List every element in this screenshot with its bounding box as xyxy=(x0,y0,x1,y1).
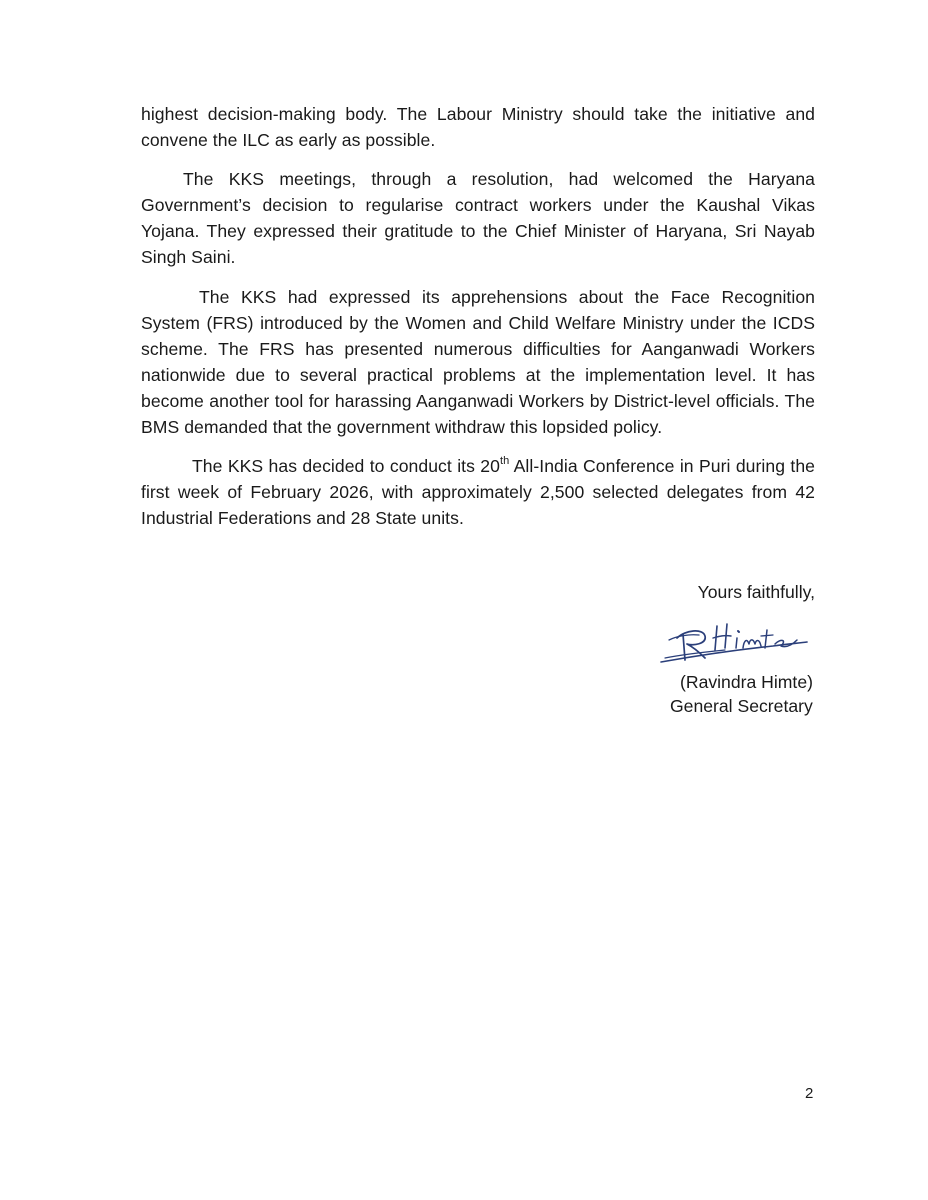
handwritten-signature xyxy=(655,616,815,672)
letter-body xyxy=(141,101,815,544)
paragraph-frs: The KKS had expressed its apprehensions about the Face Recognition System (FRS) introduced by the Women and Child Welfare Ministry under the ICDS scheme. The FRS has presented numerous difficulties for Aanganwadi Workers nationwide due to several practical problems at the implementation level. It has become another tool for harassing Aanganwadi Workers by District-level officials. The BMS demanded that the government withdraw this lopsided policy. xyxy=(141,286,815,438)
paragraph-ilc: highest decision-making body. The Labour Ministry should take the initiative and convene the ILC as early as possible. xyxy=(141,104,815,151)
paragraph-conference xyxy=(141,453,815,531)
ordinal-superscript: th xyxy=(499,455,510,468)
signer-title: General Secretary xyxy=(670,696,813,716)
closing-salutation: Yours faithfully, xyxy=(697,582,815,602)
page-number: 2 xyxy=(805,1085,814,1102)
signer-name: (Ravindra Himte) xyxy=(680,672,813,692)
paragraph-haryana: The KKS meetings, through a resolution, had welcomed the Haryana Government’s decision to regularise contract workers under the Kaushal Vikas Yojana. They expressed their gratitude to the Chief Minister of Haryana, Sri Nayab Singh Saini. xyxy=(141,169,815,268)
conference-text-end: All-India Conference in Puri during the first week of February 2026, with approximately 2,500 selected delegates from 42 Industrial Federations and 28 State units. xyxy=(141,456,815,529)
conference-text-start: The KKS has decided to conduct its 20 xyxy=(192,456,500,477)
